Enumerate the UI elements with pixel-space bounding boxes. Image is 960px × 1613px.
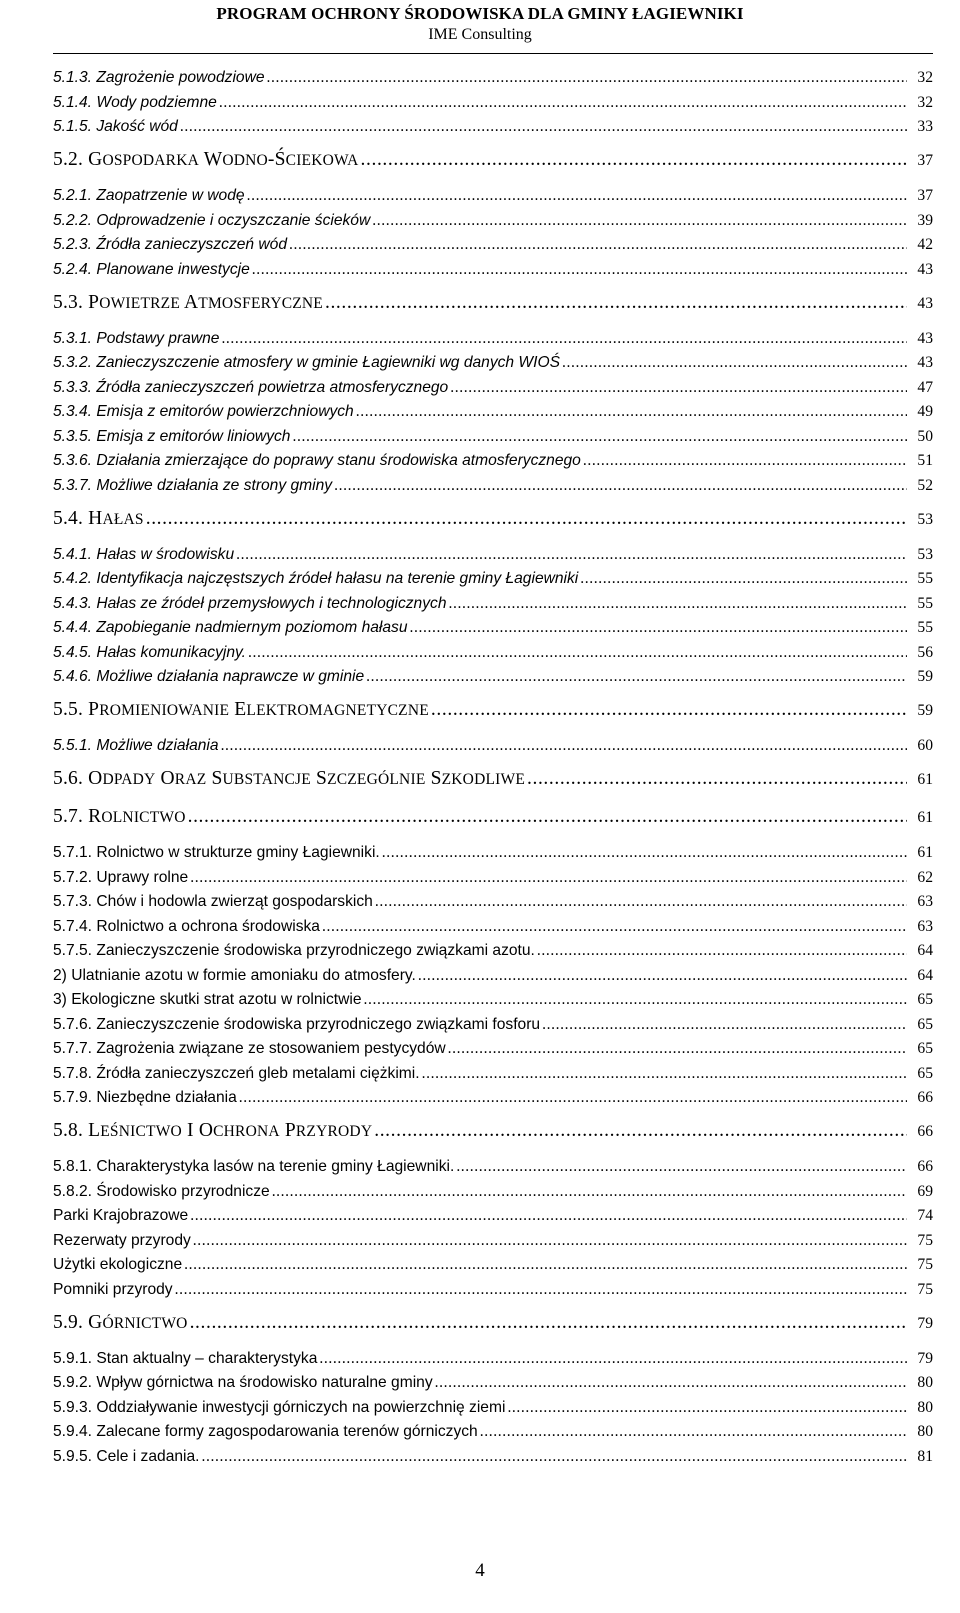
toc-dot-leader xyxy=(375,893,907,911)
toc-page-number: 55 xyxy=(917,570,933,587)
toc-page-number: 49 xyxy=(917,403,933,420)
toc-entry-title: 5.5.1. Możliwe działania xyxy=(53,737,219,754)
toc-dot-leader xyxy=(372,212,907,230)
toc-page-number: 53 xyxy=(917,545,933,563)
toc-page-number: 37 xyxy=(917,187,933,204)
toc-entry-title: 5.3.5. Emisja z emitorów liniowych xyxy=(53,427,291,445)
toc-section-label-display: GOSPODARKA WODNO-ŚCIEKOWA xyxy=(88,149,359,170)
toc-dot-leader xyxy=(562,354,907,372)
toc-page-number: 55 xyxy=(917,619,933,636)
toc-dot-leader xyxy=(175,1281,907,1299)
toc-dot-leader xyxy=(236,546,907,564)
toc-dot-leader xyxy=(542,1016,907,1034)
toc-page-number: 61 xyxy=(917,844,933,861)
toc-entry[interactable] xyxy=(53,118,933,136)
toc-entry[interactable] xyxy=(53,379,933,397)
toc-dot-leader xyxy=(202,1448,907,1466)
toc-entry[interactable] xyxy=(53,595,933,613)
toc-dot-leader xyxy=(431,699,907,721)
toc-entry-title xyxy=(53,508,144,530)
toc-dot-leader xyxy=(190,869,907,887)
toc-page-number: 66 xyxy=(917,1158,933,1175)
toc-dot-leader xyxy=(456,1158,907,1176)
toc-dot-leader xyxy=(361,149,907,171)
toc-page-number: 39 xyxy=(917,211,933,229)
toc-entry-title xyxy=(53,149,359,171)
toc-entry-title: 5.3.3. Źródła zanieczyszczeń powietrza atmosferycznego xyxy=(53,378,449,396)
toc-page-number: 50 xyxy=(917,427,933,445)
toc-dot-leader xyxy=(247,187,907,205)
toc-page-number: 80 xyxy=(917,1423,933,1440)
toc-entry-title: 5.7.2. Uprawy rolne xyxy=(53,868,189,886)
toc-page-number: 61 xyxy=(917,809,933,826)
toc-page-number: 61 xyxy=(917,771,933,788)
toc-page-number: 33 xyxy=(917,118,933,135)
header-rule xyxy=(53,53,933,54)
toc-dot-leader xyxy=(239,1089,907,1107)
toc-entry-title: Użytki ekologiczne xyxy=(53,1256,183,1273)
toc-section-number: 5.2. xyxy=(53,149,84,170)
toc-page-number: 66 xyxy=(917,1123,933,1140)
toc-entry[interactable] xyxy=(53,94,933,112)
toc-section-label-display: ROLNICTWO xyxy=(88,806,186,827)
toc-entry[interactable] xyxy=(53,737,933,755)
toc-dot-leader xyxy=(292,428,907,446)
toc-entry[interactable] xyxy=(53,668,933,686)
toc-entry[interactable] xyxy=(53,1256,933,1274)
toc-page-number: 51 xyxy=(917,452,933,469)
toc-page-number: 65 xyxy=(917,1015,933,1033)
toc-entry-title: 5.7.4. Rolnictwo a ochrona środowiska xyxy=(53,917,320,935)
toc-entry-title: 5.3.6. Działania zmierzające do poprawy stanu środowiska atmosferycznego xyxy=(53,452,581,469)
toc-section-label-display: GÓRNICTWO xyxy=(88,1311,188,1333)
toc-section-entry[interactable] xyxy=(53,806,933,828)
toc-page-number: 59 xyxy=(917,668,933,685)
toc-page-number: 47 xyxy=(917,378,933,396)
toc-page-number: 32 xyxy=(917,93,933,111)
toc-section-number: 5.5. xyxy=(53,699,84,720)
toc-section-label-display: POWIETRZE ATMOSFERYCZNE xyxy=(88,291,323,313)
toc-entry-title: 5.7.1. Rolnictwo w strukturze gminy Łagiewniki. xyxy=(53,844,380,861)
toc-entry[interactable] xyxy=(53,991,933,1009)
toc-entry[interactable] xyxy=(53,967,933,985)
toc-entry-title: 5.3.4. Emisja z emitorów powierzchniowych xyxy=(53,403,354,420)
toc-entry-title: 5.8.1. Charakterystyka lasów na terenie gminy Łagiewniki. xyxy=(53,1158,455,1175)
toc-page-number: 74 xyxy=(917,1207,933,1224)
toc-entry-title: Parki Krajobrazowe xyxy=(53,1207,189,1224)
toc-entry[interactable] xyxy=(53,428,933,446)
toc-entry-title: 5.1.3. Zagrożenie powodziowe xyxy=(53,69,265,86)
toc-entry[interactable] xyxy=(53,1089,933,1107)
toc-section-number: 5.3. xyxy=(53,291,84,313)
toc-page-number: 75 xyxy=(917,1256,933,1273)
toc-entry-title: 5.4.3. Hałas ze źródeł przemysłowych i technologicznych xyxy=(53,594,447,612)
toc-entry-title: 5.2.2. Odprowadzenie i oczyszczanie ścieków xyxy=(53,211,371,229)
toc-page-number: 79 xyxy=(917,1349,933,1367)
toc-entry-title: 5.1.5. Jakość wód xyxy=(53,118,178,135)
toc-entry-title: 5.7.5. Zanieczyszczenie środowiska przyrodniczego związkami azotu. xyxy=(53,942,535,959)
toc-entry-title: 5.9.1. Stan aktualny – charakterystyka xyxy=(53,1349,318,1367)
document-header-title: PROGRAM OCHRONY ŚRODOWISKA DLA GMINY ŁAGIEWNIKI xyxy=(216,4,744,23)
toc-entry-title: 5.9.2. Wpływ górnictwa na środowisko naturalne gminy xyxy=(53,1374,433,1391)
toc-entry-title: 2) Ulatnianie azotu w formie amoniaku do atmosfery. xyxy=(53,966,416,984)
toc-dot-leader xyxy=(180,118,907,136)
toc-entry[interactable] xyxy=(53,1281,933,1299)
toc-entry[interactable] xyxy=(53,452,933,470)
toc-page-number: 53 xyxy=(917,510,933,528)
toc-entry[interactable] xyxy=(53,1207,933,1225)
toc-entry[interactable] xyxy=(53,1065,933,1083)
toc-section-number: 5.6. xyxy=(53,768,84,789)
toc-entry[interactable] xyxy=(53,546,933,564)
toc-entry[interactable] xyxy=(53,354,933,372)
toc-section-label-display: ODPADY ORAZ SUBSTANCJE SZCZEGÓLNIE SZKODLIWE xyxy=(88,768,525,789)
toc-entry-title: Rezerwaty przyrody xyxy=(53,1231,191,1249)
toc-entry-title: 5.2.4. Planowane inwestycje xyxy=(53,260,250,278)
toc-section-entry[interactable] xyxy=(53,1120,933,1142)
toc-entry-title: 5.4.4. Zapobieganie nadmiernym poziomom hałasu xyxy=(53,619,408,636)
toc-dot-leader xyxy=(580,570,907,588)
toc-entry[interactable] xyxy=(53,844,933,862)
toc-entry-title: 5.2.3. Źródła zanieczyszczeń wód xyxy=(53,236,288,253)
toc-dot-leader xyxy=(537,942,907,960)
toc-page-number: 79 xyxy=(917,1314,933,1332)
toc-dot-leader xyxy=(146,508,907,530)
toc-page-number: 37 xyxy=(917,152,933,169)
toc-page-number: 43 xyxy=(917,260,933,278)
toc-entry[interactable] xyxy=(53,1040,933,1058)
toc-dot-leader xyxy=(267,69,907,87)
toc-page-number: 65 xyxy=(917,1040,933,1057)
toc-entry-title: 5.9.3. Oddziaływanie inwestycji górniczych na powierzchnię ziemi xyxy=(53,1398,506,1416)
toc-dot-leader xyxy=(221,330,907,348)
toc-entry[interactable] xyxy=(53,1374,933,1392)
toc-section-entry[interactable] xyxy=(53,292,933,314)
toc-section-entry[interactable] xyxy=(53,149,933,171)
toc-section-label-display: LEŚNICTWO I OCHRONA PRZYRODY xyxy=(88,1120,373,1141)
toc-page-number: 64 xyxy=(917,966,933,984)
toc-entry[interactable] xyxy=(53,1183,933,1201)
toc-entry-title: 5.8.2. Środowisko przyrodnicze xyxy=(53,1182,270,1200)
toc-entry[interactable] xyxy=(53,1423,933,1441)
toc-page-number: 62 xyxy=(917,868,933,886)
page-number: 4 xyxy=(475,1560,485,1581)
toc-entry-title xyxy=(53,806,186,828)
toc-entry[interactable] xyxy=(53,403,933,421)
toc-section-number: 5.8. xyxy=(53,1120,84,1141)
toc-entry-title: 5.3.2. Zanieczyszczenie atmosfery w gminie Łagiewniki wg danych WIOŚ xyxy=(53,354,561,371)
toc-page-number: 66 xyxy=(917,1089,933,1106)
toc-page-number: 63 xyxy=(917,893,933,910)
toc-page-number: 80 xyxy=(917,1398,933,1416)
toc-section-entry[interactable] xyxy=(53,768,933,790)
toc-dot-leader xyxy=(334,477,907,495)
toc-entry[interactable] xyxy=(53,644,933,662)
toc-entry-title xyxy=(53,768,525,790)
toc-entry[interactable] xyxy=(53,619,933,637)
toc-entry[interactable] xyxy=(53,942,933,960)
toc-dot-leader xyxy=(480,1423,907,1441)
toc-dot-leader xyxy=(319,1350,907,1368)
toc-page-number: 64 xyxy=(917,942,933,959)
toc-entry[interactable] xyxy=(53,570,933,588)
toc-entry-title: 5.7.3. Chów i hodowla zwierząt gospodarskich xyxy=(53,893,373,910)
toc-entry-title: 5.4.1. Hałas w środowisku xyxy=(53,545,235,563)
toc-section-entry[interactable] xyxy=(53,699,933,721)
toc-entry[interactable] xyxy=(53,212,933,230)
toc-page-number: 81 xyxy=(917,1447,933,1465)
toc-dot-leader xyxy=(252,261,907,279)
toc-entry-title: 5.1.4. Wody podziemne xyxy=(53,93,217,111)
toc-page-number: 43 xyxy=(917,329,933,347)
toc-entry-title: 3) Ekologiczne skutki strat azotu w rolnictwie xyxy=(53,991,362,1008)
toc-dot-leader xyxy=(184,1256,907,1274)
toc-entry-title xyxy=(53,1120,372,1142)
toc-dot-leader xyxy=(366,668,907,686)
toc-dot-leader xyxy=(507,1399,907,1417)
toc-dot-leader xyxy=(221,737,907,755)
toc-dot-leader xyxy=(448,1040,907,1058)
toc-dot-leader xyxy=(410,619,907,637)
toc-entry-title: 5.4.5. Hałas komunikacyjny. xyxy=(53,643,246,661)
toc-dot-leader xyxy=(272,1183,907,1201)
toc-page-number: 43 xyxy=(917,354,933,371)
toc-page-number: 75 xyxy=(917,1280,933,1298)
toc-page-number: 52 xyxy=(917,476,933,494)
toc-dot-leader xyxy=(219,94,907,112)
toc-entry[interactable] xyxy=(53,261,933,279)
toc-entry-title: 5.4.2. Identyfikacja najczęstszych źródeł hałasu na terenie gminy Łagiewniki xyxy=(53,570,579,587)
toc-dot-leader xyxy=(364,991,907,1009)
toc-entry[interactable] xyxy=(53,69,933,87)
toc-dot-leader xyxy=(190,1207,907,1225)
toc-page-number: 55 xyxy=(917,594,933,612)
toc-page-number: 80 xyxy=(917,1374,933,1391)
toc-page-number: 69 xyxy=(917,1182,933,1200)
toc-page-number: 60 xyxy=(917,737,933,754)
document-header-subtitle: IME Consulting xyxy=(428,26,532,43)
toc-dot-leader xyxy=(449,595,908,613)
toc-entry[interactable] xyxy=(53,893,933,911)
toc-entry[interactable] xyxy=(53,477,933,495)
toc-entry[interactable] xyxy=(53,1232,933,1250)
toc-dot-leader xyxy=(322,918,907,936)
toc-page-number: 42 xyxy=(917,236,933,253)
toc-dot-leader xyxy=(527,768,907,790)
toc-entry-title xyxy=(53,1312,188,1334)
toc-entry-title: 5.7.8. Źródła zanieczyszczeń gleb metalami ciężkimi. xyxy=(53,1064,420,1082)
toc-section-number: 5.9. xyxy=(53,1311,84,1333)
toc-section-entry[interactable] xyxy=(53,508,933,530)
toc-entry-title: 5.9.5. Cele i zadania. xyxy=(53,1447,200,1465)
toc-entry-title: 5.3.1. Podstawy prawne xyxy=(53,329,220,347)
toc-dot-leader xyxy=(435,1374,907,1392)
toc-section-label-display: HAŁAS xyxy=(88,507,144,529)
toc-entry-title xyxy=(53,292,323,314)
toc-entry-title: 5.7.7. Zagrożenia związane ze stosowaniem pestycydów xyxy=(53,1040,446,1057)
toc-entry[interactable] xyxy=(53,1448,933,1466)
toc-entry[interactable] xyxy=(53,330,933,348)
toc-entry-title: 5.7.9. Niezbędne działania xyxy=(53,1089,237,1106)
toc-page-number: 63 xyxy=(917,917,933,935)
toc-entry-title: 5.7.6. Zanieczyszczenie środowiska przyrodniczego związkami fosforu xyxy=(53,1015,541,1033)
toc-section-label-display: PROMIENIOWANIE ELEKTROMAGNETYCZNE xyxy=(88,699,429,720)
toc-entry[interactable] xyxy=(53,236,933,254)
toc-dot-leader xyxy=(248,644,907,662)
toc-dot-leader xyxy=(583,452,907,470)
toc-page-number: 65 xyxy=(917,991,933,1008)
toc-page-number: 32 xyxy=(917,69,933,86)
toc-section-number: 5.7. xyxy=(53,806,84,827)
toc-page-number: 56 xyxy=(917,643,933,661)
toc-entry-title: 5.4.6. Możliwe działania naprawcze w gminie xyxy=(53,668,365,685)
toc-entry-title: 5.3.7. Możliwe działania ze strony gminy xyxy=(53,476,333,494)
toc-dot-leader xyxy=(193,1232,907,1250)
toc-section-entry[interactable] xyxy=(53,1312,933,1334)
toc-entry[interactable] xyxy=(53,918,933,936)
toc-dot-leader xyxy=(188,806,907,828)
toc-entry[interactable] xyxy=(53,1158,933,1176)
toc-dot-leader xyxy=(190,1312,907,1334)
toc-dot-leader xyxy=(374,1120,907,1142)
toc-entry-title: 5.2.1. Zaopatrzenie w wodę xyxy=(53,187,245,204)
toc-dot-leader xyxy=(289,236,907,254)
toc-entry-title: 5.9.4. Zalecane formy zagospodarowania terenów górniczych xyxy=(53,1423,478,1440)
toc-dot-leader xyxy=(422,1065,907,1083)
toc-entry-title xyxy=(53,699,429,721)
toc-entry[interactable] xyxy=(53,869,933,887)
toc-page-number: 75 xyxy=(917,1231,933,1249)
toc-dot-leader xyxy=(325,292,907,314)
toc-page-number: 59 xyxy=(917,702,933,719)
toc-entry[interactable] xyxy=(53,1350,933,1368)
toc-entry[interactable] xyxy=(53,1399,933,1417)
toc-dot-leader xyxy=(450,379,907,397)
toc-entry[interactable] xyxy=(53,1016,933,1034)
toc-dot-leader xyxy=(418,967,907,985)
toc-dot-leader xyxy=(356,403,907,421)
toc-dot-leader xyxy=(382,844,907,862)
toc-page-number: 43 xyxy=(917,294,933,312)
toc-entry[interactable] xyxy=(53,187,933,205)
toc-section-number: 5.4. xyxy=(53,507,84,529)
toc-page-number: 65 xyxy=(917,1064,933,1082)
toc-entry-title: Pomniki przyrody xyxy=(53,1280,173,1298)
